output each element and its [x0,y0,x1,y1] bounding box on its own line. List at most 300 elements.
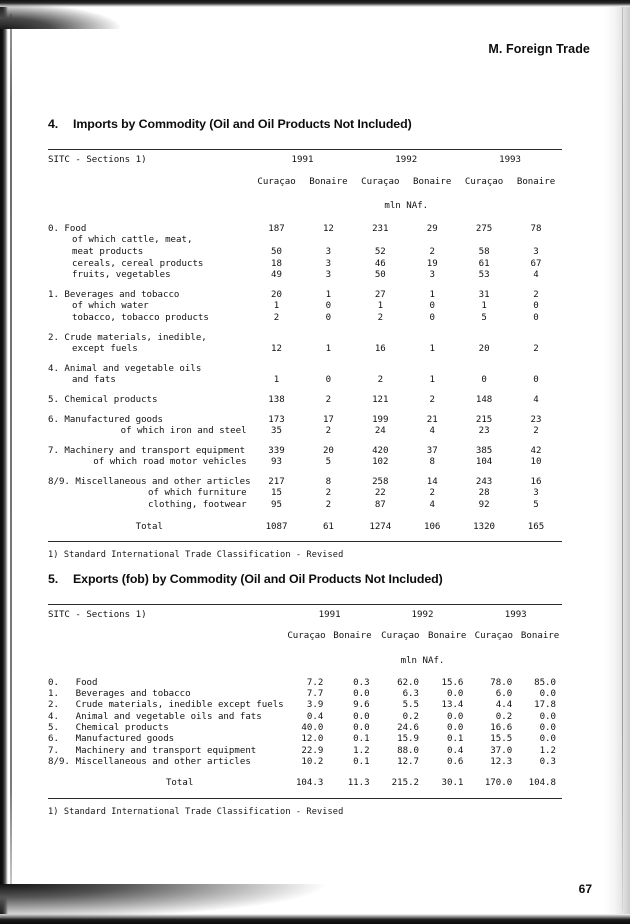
row-value: 15 [271,488,282,499]
table-row [48,415,562,427]
table-row [48,426,562,438]
row-value: 15.5 [490,734,513,745]
row-label: 7. Machinery and transport equipment [48,445,246,456]
row-value: 87 [374,500,386,511]
row-value: 215 [475,414,493,425]
row-label: of which iron and steel [120,426,247,437]
row-value: 93 [271,457,282,468]
row-label: Crude materials, inedible except fuels [75,700,284,711]
table-imports-body [48,218,562,533]
total-value: 106 [423,521,441,532]
table-imports-terr-1992-curacao: Curaçao [361,176,400,187]
row-value: 40.0 [301,723,324,734]
row-value: 12 [322,223,334,234]
row-value: 102 [372,457,389,468]
table-imports-year-1992: 1992 [395,155,418,165]
spacer-cell [48,469,562,477]
table-row [48,270,562,282]
row-value: 173 [268,414,285,425]
table-total-row [48,768,562,789]
row-label: tobacco, tobacco products [72,312,209,323]
row-label: 2. Crude materials, inedible, [48,332,207,343]
table-row-spacer [48,407,562,415]
row-label: 0. Food [48,223,87,234]
table-exports [48,605,562,790]
row-value: 88.0 [397,745,420,756]
row-value: 2 [429,394,435,405]
row-label: and fats [72,375,116,386]
row-value: 339 [268,445,285,456]
table-imports-terr-1993-bonaire: Bonaire [516,176,556,187]
table-row [48,457,562,469]
row-value: 13.4 [441,700,464,711]
table-row-spacer [48,356,562,364]
table-row [48,235,562,247]
table-imports-year-row [48,150,562,170]
row-label: 8/9. Miscellaneous and other articles [48,476,251,487]
table-row [48,477,562,489]
row-value: 2 [325,500,332,511]
row-value: 0.4 [306,711,324,722]
table-row [48,672,562,689]
row-value: 0.0 [353,689,370,700]
row-label: 1. Beverages and tobacco [48,289,180,300]
table-row [48,375,562,387]
section-exports-number: 5. [48,572,59,586]
total-number-blank [48,768,76,789]
row-value: 3 [325,270,332,281]
row-value: 0 [533,301,539,312]
row-value: 1.2 [353,745,370,756]
table-row [48,313,562,325]
table-imports-unit-row [48,193,562,218]
total-value: 104.8 [528,778,556,789]
scan-right-edge-line [622,6,623,911]
row-value: 0.0 [353,723,370,734]
row-value: 23 [530,414,542,425]
row-value: 2 [533,344,539,355]
row-value: 1 [273,375,280,386]
row-value: 121 [372,394,389,405]
row-value: 6.0 [495,689,513,700]
total-value: 215.2 [391,778,420,789]
row-value: 52 [374,246,386,257]
row-label: Beverages and tobacco [75,689,191,700]
row-value: 24.6 [397,723,420,734]
row-value: 37 [426,445,438,456]
row-value: 275 [475,223,493,234]
table-row [48,301,562,313]
row-value: 62.0 [397,677,420,688]
row-value [510,333,562,345]
table-imports [48,150,562,533]
row-value: 2 [533,289,539,300]
row-value: 20 [322,445,334,456]
page-number: 67 [578,882,592,896]
total-value: 1274 [369,521,392,532]
table-imports-unit-blank [48,193,251,218]
spacer-cell [48,356,562,364]
row-label: Machinery and transport equipment [75,745,257,756]
row-label: 5. Chemical products [48,394,158,405]
row-value: 2 [429,246,435,257]
row-label: cereals, cereal products [72,258,204,269]
row-value: 27 [374,289,386,300]
row-value [354,364,406,376]
table-imports-year-1993: 1993 [499,155,522,165]
row-number: 7. [48,745,59,756]
row-value: 53 [478,270,490,281]
row-value: 24 [374,426,386,437]
table-row-spacer [48,325,562,333]
row-value: 0.6 [446,756,464,767]
section-exports-title [48,572,562,586]
scan-top-corner-shadow [0,3,120,29]
row-value: 12.7 [397,756,420,767]
table-exports-territory-row [48,624,562,647]
row-value: 42 [530,445,542,456]
table-row [48,734,562,745]
row-value: 5 [481,312,487,323]
table-imports-stub-header: SITC - Sections 1) [48,155,147,165]
row-value: 0.0 [446,689,464,700]
row-value: 2 [325,394,332,405]
table-row [48,364,562,376]
row-number: 6. [48,734,59,745]
table-row [48,290,562,302]
total-value: 30.1 [441,778,464,789]
row-value: 7.2 [306,677,324,688]
row-value: 217 [268,476,285,487]
row-value: 2 [533,426,539,437]
total-value: 61 [322,521,334,532]
row-value: 1 [429,375,435,386]
row-value: 28 [478,488,490,499]
row-value: 18 [271,258,282,269]
table-exports-stub-header: SITC - Sections 1) [48,610,147,620]
table-imports-head [48,150,562,218]
row-label: Food [75,677,98,688]
row-value: 16 [374,344,386,355]
table-exports-terr-1992-bonaire: Bonaire [428,631,467,642]
row-value: 0.0 [353,711,370,722]
table-row [48,689,562,700]
row-number: 5. [48,723,59,734]
row-value: 20 [478,344,490,355]
row-value: 35 [271,426,282,437]
row-label: clothing, footwear [148,500,247,511]
row-value: 2 [377,312,384,323]
section-exports [48,572,562,817]
table-row [48,746,562,757]
row-value: 0.2 [402,711,420,722]
row-value [251,333,303,345]
table-row [48,757,562,768]
row-value: 0 [533,312,539,323]
row-label: Miscellaneous and other articles [75,756,251,767]
scan-bottom-corner-shadow [0,884,330,920]
row-value [510,364,562,376]
spacer-cell [48,438,562,446]
table-exports-unit-blank [48,648,284,672]
table-exports-terr-1993-bonaire: Bonaire [520,631,560,642]
row-value: 0 [325,312,332,323]
row-value: 0.0 [539,711,556,722]
row-value: 1 [273,301,280,312]
table-exports-unit-blank-2 [284,648,376,672]
row-label: Animal and vegetable oils and fats [75,711,262,722]
row-value: 0.0 [539,734,556,745]
spacer-cell [48,407,562,415]
row-value: 3 [325,258,332,269]
row-value: 0.1 [353,756,370,767]
row-value: 50 [374,270,386,281]
table-imports-year-1991: 1991 [291,155,314,165]
row-value: 1 [481,301,487,312]
spacer-cell [48,282,562,290]
row-value: 17.8 [534,700,556,711]
table-exports-unit: mln NAf. [400,655,445,666]
row-value: 0.1 [353,734,370,745]
row-value [458,333,510,345]
row-value: 16.6 [490,723,513,734]
row-value: 0.4 [446,745,464,756]
table-total-row [48,512,562,534]
row-label: 4. Animal and vegetable oils [48,363,202,374]
table-row-spacer [48,387,562,395]
row-number: 8/9. [48,756,70,767]
row-value: 0.1 [446,734,464,745]
table-exports-year-1993: 1993 [504,610,527,620]
table-exports-terr-1993-curacao: Curaçao [474,631,513,642]
row-label: of which furniture [148,488,247,499]
row-value: 17 [322,414,334,425]
total-value: 170.0 [484,778,513,789]
row-value: 8 [325,476,332,487]
table-imports-terr-1993-curacao: Curaçao [464,176,504,187]
row-value: 4 [429,500,435,511]
row-value: 1 [377,301,384,312]
table-imports-terr-1991-bonaire: Bonaire [309,176,348,187]
row-value: 20 [271,289,282,300]
row-value: 12 [271,344,282,355]
row-value: 1.2 [539,745,556,756]
row-value: 5.5 [402,700,420,711]
section-imports-title [48,117,562,131]
table-exports-body [48,672,562,790]
row-value: 46 [374,258,386,269]
row-value: 6.3 [402,689,420,700]
row-value: 0.3 [353,677,370,688]
table-row-spacer [48,282,562,290]
row-value: 58 [478,246,490,257]
row-value: 7.7 [306,689,324,700]
row-value: 50 [271,246,282,257]
row-value: 258 [372,476,389,487]
row-value: 187 [268,223,285,234]
total-label: Total [135,521,163,532]
table-exports-terr-1992-curacao: Curaçao [381,631,420,642]
scan-right-shading [604,0,630,924]
row-value: 78.0 [490,677,513,688]
row-value: 385 [475,445,493,456]
table-row [48,247,562,259]
row-value: 1 [429,344,435,355]
row-value: 199 [372,414,389,425]
table-row [48,712,562,723]
total-value: 1087 [265,521,288,532]
row-value: 5 [325,457,332,468]
row-value [458,235,510,247]
row-value: 4 [533,270,539,281]
scan-left-edge-line [10,14,12,894]
table-imports-terr-1992-bonaire: Bonaire [413,176,452,187]
row-value: 104 [475,457,493,468]
row-value [302,364,354,376]
row-value: 0.2 [495,711,513,722]
table-imports-territory-row [48,170,562,194]
total-value: 165 [527,521,545,532]
row-value: 21 [426,414,438,425]
row-value [354,235,406,247]
total-value: 11.3 [347,778,370,789]
row-label: Manufactured goods [75,734,175,745]
row-number: 2. [48,700,59,711]
row-number: 4. [48,711,59,722]
row-value: 0.3 [539,756,556,767]
row-value: 243 [475,476,493,487]
row-label: of which water [72,301,149,312]
row-value: 4.4 [495,700,513,711]
row-value: 2 [429,488,435,499]
row-value: 0 [325,301,332,312]
row-value: 1 [325,344,332,355]
table-row [48,218,562,236]
row-value: 12.3 [490,756,513,767]
table-row [48,259,562,271]
row-value: 0.0 [539,689,556,700]
row-value: 8 [429,457,435,468]
row-value: 0 [429,312,435,323]
row-value: 9.6 [353,700,370,711]
row-value: 15.9 [397,734,420,745]
table-row-spacer [48,438,562,446]
row-value [406,364,458,376]
row-value: 3 [533,488,539,499]
total-value: 1320 [473,521,496,532]
row-value [302,235,354,247]
table-row [48,700,562,711]
row-label: except fuels [72,344,138,355]
table-imports-terr-blank [48,170,251,194]
total-value: 104.3 [295,778,324,789]
scan-left-gutter [0,0,8,924]
row-number: 1. [48,689,59,700]
row-label: fruits, vegetables [72,270,171,281]
table-row [48,333,562,345]
row-value [354,333,406,345]
row-value: 14 [426,476,438,487]
table-row [48,395,562,407]
table-exports-terr-1991-curacao: Curaçao [287,631,326,642]
row-value: 78 [530,223,542,234]
table-exports-unit-row [48,648,562,672]
row-value: 37.0 [490,745,513,756]
table-row [48,500,562,512]
row-value: 2 [325,488,332,499]
row-label: of which cattle, meat, [72,235,193,246]
table-row [48,488,562,500]
row-value: 3.9 [306,700,324,711]
row-value: 0.0 [539,723,556,734]
table-imports-unit-blank-2 [251,193,355,218]
row-value: 4 [429,426,435,437]
table-row [48,344,562,356]
row-value: 2 [273,312,280,323]
table-imports-unit: mln NAf. [384,201,429,212]
row-value: 49 [271,270,282,281]
table-exports-terr-blank [48,624,284,647]
table-exports-year-1992: 1992 [411,610,434,620]
row-value: 1 [429,289,435,300]
row-label: 6. Manufactured goods [48,414,163,425]
row-value: 231 [372,223,389,234]
section-imports [48,117,562,560]
row-value [406,235,458,247]
row-value [458,364,510,376]
row-value: 3 [429,270,435,281]
section-imports-number: 4. [48,117,59,131]
row-value: 3 [325,246,332,257]
row-value: 22 [374,488,386,499]
row-value: 138 [268,394,285,405]
row-value [251,364,303,376]
section-imports-title-text: Imports by Commodity (Oil and Oil Products Not Included) [73,117,412,131]
row-value [510,235,562,247]
row-value [406,333,458,345]
table-imports-terr-1991-curacao: Curaçao [257,176,296,187]
row-value: 2 [325,426,332,437]
row-value: 61 [478,258,490,269]
row-value: 0 [429,301,435,312]
row-label: of which road motor vehicles [93,457,247,468]
table-exports-head [48,605,562,672]
row-value: 0 [481,375,487,386]
row-value: 420 [372,445,389,456]
row-value: 85.0 [534,677,556,688]
table-exports-year-1991: 1991 [318,610,341,620]
table-exports-unit-blank-3 [469,648,562,672]
row-value: 31 [478,289,490,300]
row-value: 0 [325,375,332,386]
row-value: 23 [478,426,490,437]
row-value: 10.2 [301,756,324,767]
row-value: 29 [426,223,438,234]
row-value: 0.0 [446,723,464,734]
row-value [302,333,354,345]
table-imports-unit-blank-3 [458,193,562,218]
table-row-spacer [48,469,562,477]
row-label: meat products [72,246,144,257]
row-value [251,235,303,247]
spacer-cell [48,325,562,333]
row-label: Chemical products [75,723,169,734]
row-value: 92 [478,500,490,511]
spacer-cell [48,387,562,395]
row-value: 12.0 [301,734,324,745]
total-label: Total [165,778,194,789]
row-number: 0. [48,677,59,688]
